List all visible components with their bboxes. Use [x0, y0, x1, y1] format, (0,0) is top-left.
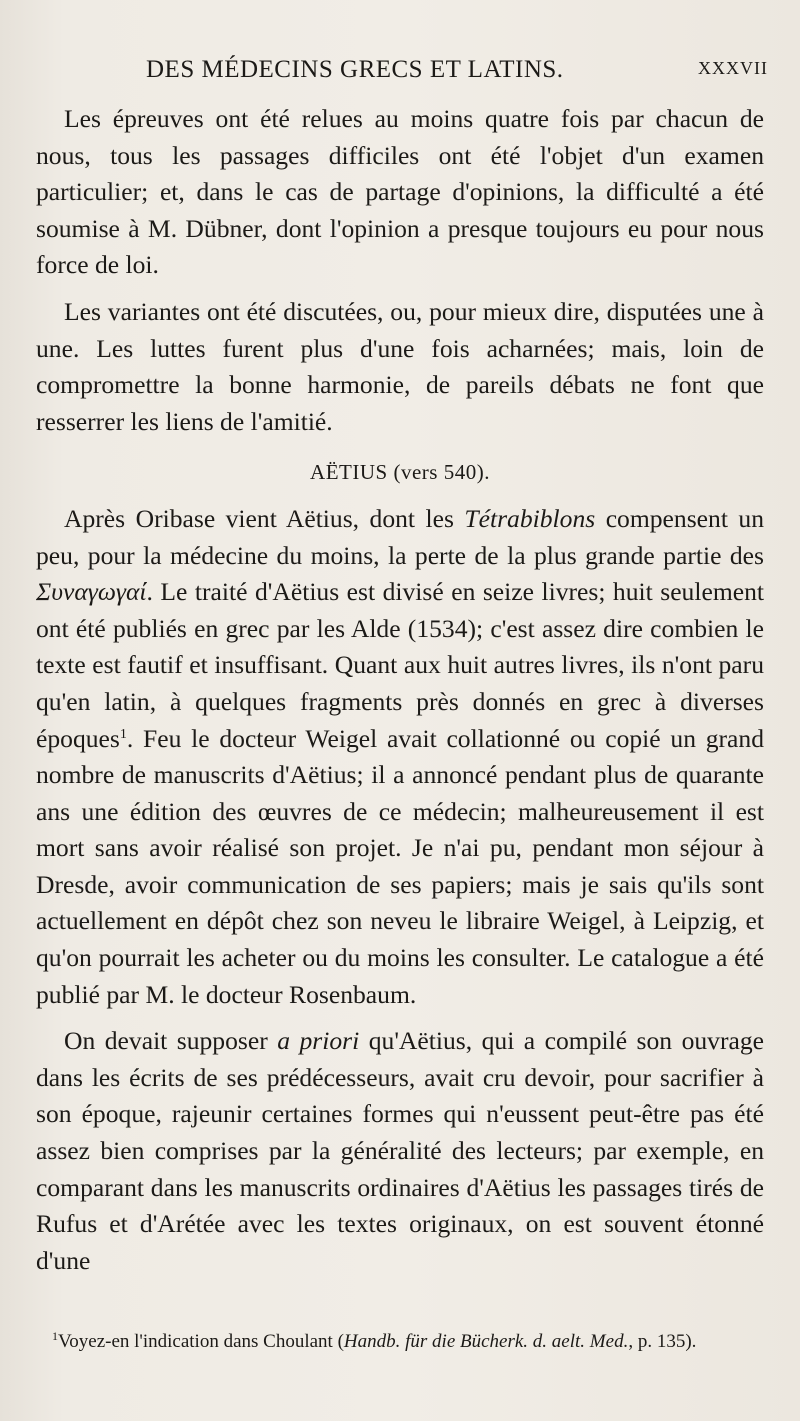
greek-term: Συναγωγαί: [36, 577, 147, 607]
footnote-reference[interactable]: 1: [119, 726, 127, 742]
subheading-date: (vers 540).: [393, 460, 490, 485]
text-run: Voyez-en l'indication dans Choulant (: [58, 1331, 344, 1352]
text-run: . Feu le docteur Weigel avait collationné ou copié un grand nombre de manuscrits d'Aëtius; il a annoncé pendant plus de quarante ans une édition des œuvres de ce médecin; malheureusement il est mort sans avoir réalisé son projet. Je n'ai pu, pendant mon séjour à Dresde, avoir communication de ses papiers; mais je sais qu'ils sont actuellement en dépôt chez son neveu le libraire Weigel, à Leipzig, et qu'on pourrait les acheter ou du moins les consulter. Le catalogue a été publié par M. le docteur Rosenbaum.: [36, 723, 764, 1009]
body-text: [36, 101, 764, 1279]
page-header: [62, 56, 768, 90]
text-run: compensent un peu, pour la médecine du moins, la perte de la plus grande partie des: [36, 503, 764, 570]
section-subheading: [36, 454, 764, 491]
text-run: On devait supposer: [64, 1026, 278, 1056]
italic-phrase: a priori: [277, 1026, 360, 1056]
paragraph-3: [36, 501, 764, 1013]
subheading-name: AËTIUS: [310, 460, 388, 485]
page-number: XXXVII: [698, 58, 768, 78]
text-run: qu'Aëtius, qui a compilé son ouvrage dans les écrits de ses prédécesseurs, avait cru devoir, pour sacrifier à son époque, rajeunir certaines formes qui n'eussent peut-être pas été assez bien comprises par la généralité des lecteurs; par exemple, en comparant dans les manuscrits ordinaires d'Aëtius les passages tirés de Rufus et d'Arétée avec les textes originaux, on est souvent étonné d'une: [36, 1026, 764, 1275]
footnote-mark: 1: [52, 1329, 58, 1343]
paragraph-4: [36, 1023, 764, 1279]
paragraph-2: Les variantes ont été discutées, ou, pour mieux dire, disputées une à une. Les luttes furent plus d'une fois acharnées; mais, loin de compromettre la bonne harmonie, de pareils débats ne font que resserrer les liens de l'amitié.: [36, 296, 764, 436]
italic-title: Tétrabiblons: [464, 503, 596, 533]
text-run: , p. 135).: [628, 1331, 697, 1352]
italic-citation: Handb. für die Bücherk. d. aelt. Med.: [343, 1331, 629, 1352]
text-run: . Le traité d'Aëtius est divisé en seize livres; huit seulement ont été publiés en grec par les Alde (1534); c'est assez dire combien le texte est fautif et insuffisant. Quant aux huit autres livres, ils n'ont paru qu'en latin, à quelques fragments près donnés en grec à diverses époques: [36, 577, 764, 753]
running-title: DES MÉDECINS GRECS ET LATINS.: [146, 56, 564, 83]
paragraph-1: Les épreuves ont été relues au moins quatre fois par chacun de nous, tous les passages difficiles ont été l'objet d'un examen particulier; et, dans le cas de partage d'opinions, la difficulté a été soumise à M. Dübner, dont l'opinion a presque toujours eu pour nous force de loi.: [36, 104, 764, 280]
text-run: Après Oribase vient Aëtius, dont les: [64, 503, 465, 533]
footnote: [52, 1329, 768, 1355]
